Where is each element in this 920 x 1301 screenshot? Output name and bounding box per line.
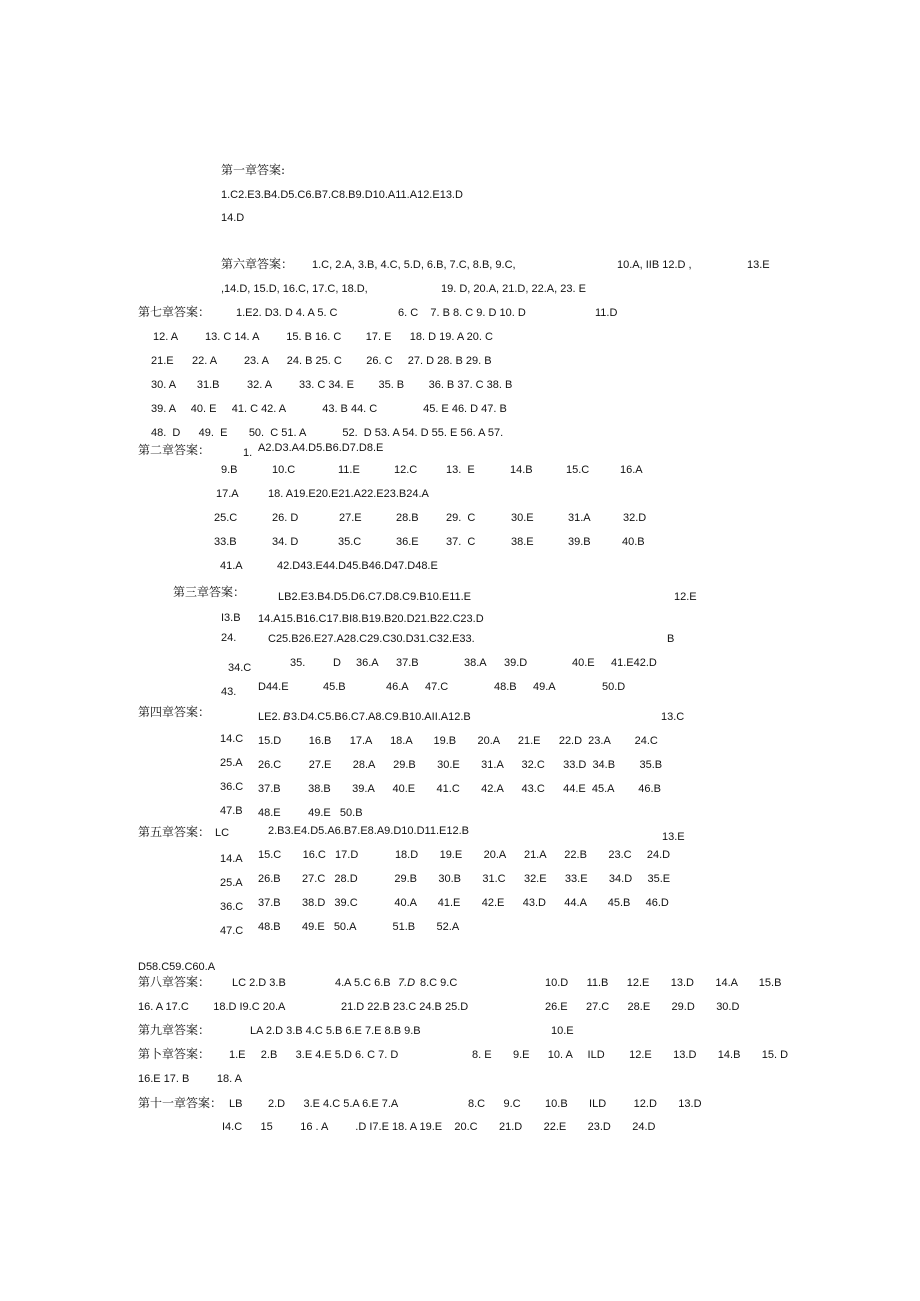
ch3-answer: 49.A — [533, 681, 556, 693]
ch5-answer: 14.A — [220, 853, 243, 865]
ch2-answer: 30.E — [511, 512, 534, 524]
ch5-answer: LC — [215, 827, 230, 839]
ch11-line: I4.C 15 16 . A .D I7.E 18. A 19.E 20.C 21.D 22.E 23.D 24.D — [222, 1121, 656, 1133]
ch2-answer: 39.B — [568, 536, 591, 548]
ch8-line: 10.D 11.B 12.E 13.D 14.A 15.B — [545, 977, 782, 989]
ch2-answer: 15.C — [566, 464, 590, 476]
ch9-heading: 第九章答案： — [138, 1023, 211, 1037]
ch1-line: 14.D — [221, 212, 245, 224]
ch4-line: LE2. — [258, 711, 281, 723]
ch5-line: 37.B 38.D 39.C 40.A 41.E 42.E 43.D 44.A 45.B 46.D — [258, 897, 669, 909]
ch7-line: 30. A 31.B 32. A 33. C 34. E 35. B 36. B 37. C 38. B — [151, 379, 513, 391]
ch7-line: 6. C 7. B 8. C 9. D 10. D — [398, 307, 526, 319]
ch2-answer: 29. C — [446, 512, 476, 524]
ch3-answer: 34.C — [228, 662, 252, 674]
ch8-line: 8.C 9.C — [420, 977, 458, 989]
ch1-line: 1.C2.E3.B4.D5.C6.B7.C8.B9.D10.A11.A12.E13.D — [221, 189, 463, 201]
ch10-line: 8. E 9.E 10. A ILD 12.E 13.D 14.B 15. D — [472, 1049, 789, 1061]
ch3-line: 14.A15.B16.C17.BI8.B19.B20.D21.B22.C23.D — [258, 613, 484, 625]
ch7-line: 12. A 13. C 14. A 15. B 16. C 17. E 18. D 19. A 20. C — [153, 331, 493, 343]
ch8-line: 26.E 27.C 28.E 29.D 30.D — [545, 1001, 740, 1013]
ch6-line: 10.A, IIB 12.D , — [617, 259, 692, 271]
ch3-answer: B — [667, 633, 675, 645]
ch10-heading: 第卜章答案： — [138, 1047, 211, 1061]
ch7-line: 48. D 49. E 50. C 51. A 52. D 53. A 54. D 55. E 56. A 57. — [151, 427, 504, 439]
ch11-heading: 第十一章答案： — [138, 1096, 223, 1110]
ch2-heading: 第二章答案： — [138, 443, 211, 457]
ch6-line: 19. D, 20.A, 21.D, 22.A, 23. E — [441, 283, 586, 295]
ch4-answer: 13.C — [661, 711, 685, 723]
ch3-answer: 37.B — [396, 657, 419, 669]
ch9-line: LA 2.D 3.B 4.C 5.B 6.E 7.E 8.B 9.B — [250, 1025, 421, 1037]
ch4-line: 3.D4.C5.B6.C7.A8.C9.B10.AII.A12.B — [291, 711, 471, 723]
ch2-answer: 25.C — [214, 512, 238, 524]
ch4-answer: 14.C — [220, 733, 244, 745]
ch4-answer: 25.A — [220, 757, 243, 769]
ch5-line: 48.B 49.E 50.A 51.B 52.A — [258, 921, 460, 933]
ch8-heading: 第八章答案： — [138, 975, 211, 989]
ch2-answer: 17.A — [216, 488, 239, 500]
ch3-answer: 12.E — [674, 591, 697, 603]
ch6-heading: 第六章答案： — [221, 257, 294, 271]
ch7-heading: 第七章答案： — [138, 305, 211, 319]
ch2-answer: 9.B — [221, 464, 238, 476]
ch3-line: C25.B26.E27.A28.C29.C30.D31.C32.E33. — [268, 633, 475, 645]
ch3-answer: 46.A — [386, 681, 409, 693]
ch6-line: 13.E — [747, 259, 770, 271]
ch11-answer: LB — [229, 1098, 243, 1110]
ch3-answer: 36.A — [356, 657, 379, 669]
ch2-line: 1. — [243, 447, 253, 459]
ch5-answer: 47.C — [220, 925, 244, 937]
ch3-answer: 50.D — [602, 681, 626, 693]
ch2-answer: 28.B — [396, 512, 419, 524]
ch3-answer: 45.B — [323, 681, 346, 693]
ch3-answer: 39.D — [504, 657, 528, 669]
ch10-line: 1.E 2.B 3.E 4.E 5.D 6. C 7. D — [229, 1049, 399, 1061]
ch11-line: 2.D 3.E 4.C 5.A 6.E 7.A — [268, 1098, 399, 1110]
ch4-line: 26.C 27.E 28.A 29.B 30.E 31.A 32.C 33.D 34.B 35.B — [258, 759, 663, 771]
ch2-line: 42.D43.E44.D45.B46.D47.D48.E — [277, 560, 438, 572]
ch8-line: 4.A 5.C 6.B — [335, 977, 391, 989]
ch4-line: 15.D 16.B 17.A 18.A 19.B 20.A 21.E 22.D 23.A 24.C — [258, 735, 658, 747]
ch3-answer: 48.B — [494, 681, 517, 693]
ch3-answer: 41.E42.D — [611, 657, 657, 669]
ch2-answer: 37. C — [446, 536, 476, 548]
ch2-answer: 34. D — [272, 536, 299, 548]
ch3-answer: 47.C — [425, 681, 449, 693]
ch8-line: 7.D — [398, 977, 416, 989]
ch5-answer: 13.E — [662, 831, 685, 843]
ch4-answer: 36.C — [220, 781, 244, 793]
ch2-answer: 36.E — [396, 536, 419, 548]
ch2-answer: 14.B — [510, 464, 533, 476]
ch5-answer: 36.C — [220, 901, 244, 913]
ch2-answer: 16.A — [620, 464, 643, 476]
ch10-line: 16.E 17. B 18. A — [138, 1073, 242, 1085]
ch2-line: A2.D3.A4.D5.B6.D7.D8.E — [258, 442, 384, 454]
ch3-answer: D44.E — [258, 681, 289, 693]
ch7-line: 39. A 40. E 41. C 42. A 43. B 44. C 45. E 46. D 47. B — [151, 403, 507, 415]
ch4-line: 37.B 38.B 39.A 40.E 41.C 42.A 43.C 44.E 45.A 46.B — [258, 783, 661, 795]
ch2-answer: 40.B — [622, 536, 645, 548]
ch6-line: ,14.D, 15.D, 16.C, 17.C, 18.D, — [221, 283, 368, 295]
ch2-answer: 31.A — [568, 512, 591, 524]
ch2-answer: 35.C — [338, 536, 362, 548]
ch2-answer: 12.C — [394, 464, 418, 476]
ch7-line: 1.E2. D3. D 4. A 5. C — [236, 307, 338, 319]
ch3-answer: 24. — [221, 632, 237, 644]
ch2-answer: 33.B — [214, 536, 237, 548]
ch8-line: 16. A 17.C 18.D I9.C 20.A — [138, 1001, 286, 1013]
ch3-answer: D — [333, 657, 341, 669]
ch5-line: 15.C 16.C 17.D 18.D 19.E 20.A 21.A 22.B 23.C 24.D — [258, 849, 671, 861]
ch2-answer: 26. D — [272, 512, 299, 524]
ch9-answer: 10.E — [551, 1025, 574, 1037]
ch3-answer: 40.E — [572, 657, 595, 669]
ch2-line: 18. A19.E20.E21.A22.E23.B24.A — [268, 488, 429, 500]
ch3-heading: 第三章答案： — [173, 585, 246, 599]
ch7-line: 21.E 22. A 23. A 24. B 25. C 26. C 27. D 28. B 29. B — [151, 355, 492, 367]
ch2-answer: 11.E — [338, 464, 360, 476]
ch7-line: 11.D — [595, 307, 618, 319]
ch4-line: B — [283, 711, 291, 723]
ch5-line: 26.B 27.C 28.D 29.B 30.B 31.C 32.E 33.E 34.D 35.E — [258, 873, 671, 885]
ch5-heading: 第五章答案： — [138, 825, 211, 839]
ch2-answer: 27.E — [339, 512, 362, 524]
ch3-answer: I3.B — [221, 612, 241, 624]
ch4-heading: 第四章答案： — [138, 705, 211, 719]
ch2-answer: 10.C — [272, 464, 296, 476]
ch2-answer: 38.E — [511, 536, 534, 548]
ch8-line: 21.D 22.B 23.C 24.B 25.D — [341, 1001, 469, 1013]
ch2-answer: 32.D — [623, 512, 647, 524]
stray-answer-line: D58.C59.C60.A — [138, 961, 216, 973]
ch6-line: 1.C, 2.A, 3.B, 4.C, 5.D, 6.B, 7.C, 8.B, 9.C, — [312, 259, 516, 271]
ch3-answer: 38.A — [464, 657, 487, 669]
ch3-answer: 43. — [221, 686, 237, 698]
ch1-heading: 第一章答案: — [221, 163, 286, 177]
ch2-answer: 13. E — [446, 464, 475, 476]
ch5-answer: 25.A — [220, 877, 243, 889]
ch4-answer: 47.B — [220, 805, 243, 817]
ch3-line: LB2.E3.B4.D5.D6.C7.D8.C9.B10.E11.E — [278, 591, 472, 603]
ch5-line: 2.B3.E4.D5.A6.B7.E8.A9.D10.D11.E12.B — [268, 825, 469, 837]
ch4-line: 48.E 49.E 50.B — [258, 807, 363, 819]
ch2-answer: 41.A — [220, 560, 243, 572]
ch8-line: LC 2.D 3.B — [232, 977, 286, 989]
ch3-answer: 35. — [290, 657, 306, 669]
ch11-line: 8.C 9.C 10.B ILD 12.D 13.D — [468, 1098, 702, 1110]
